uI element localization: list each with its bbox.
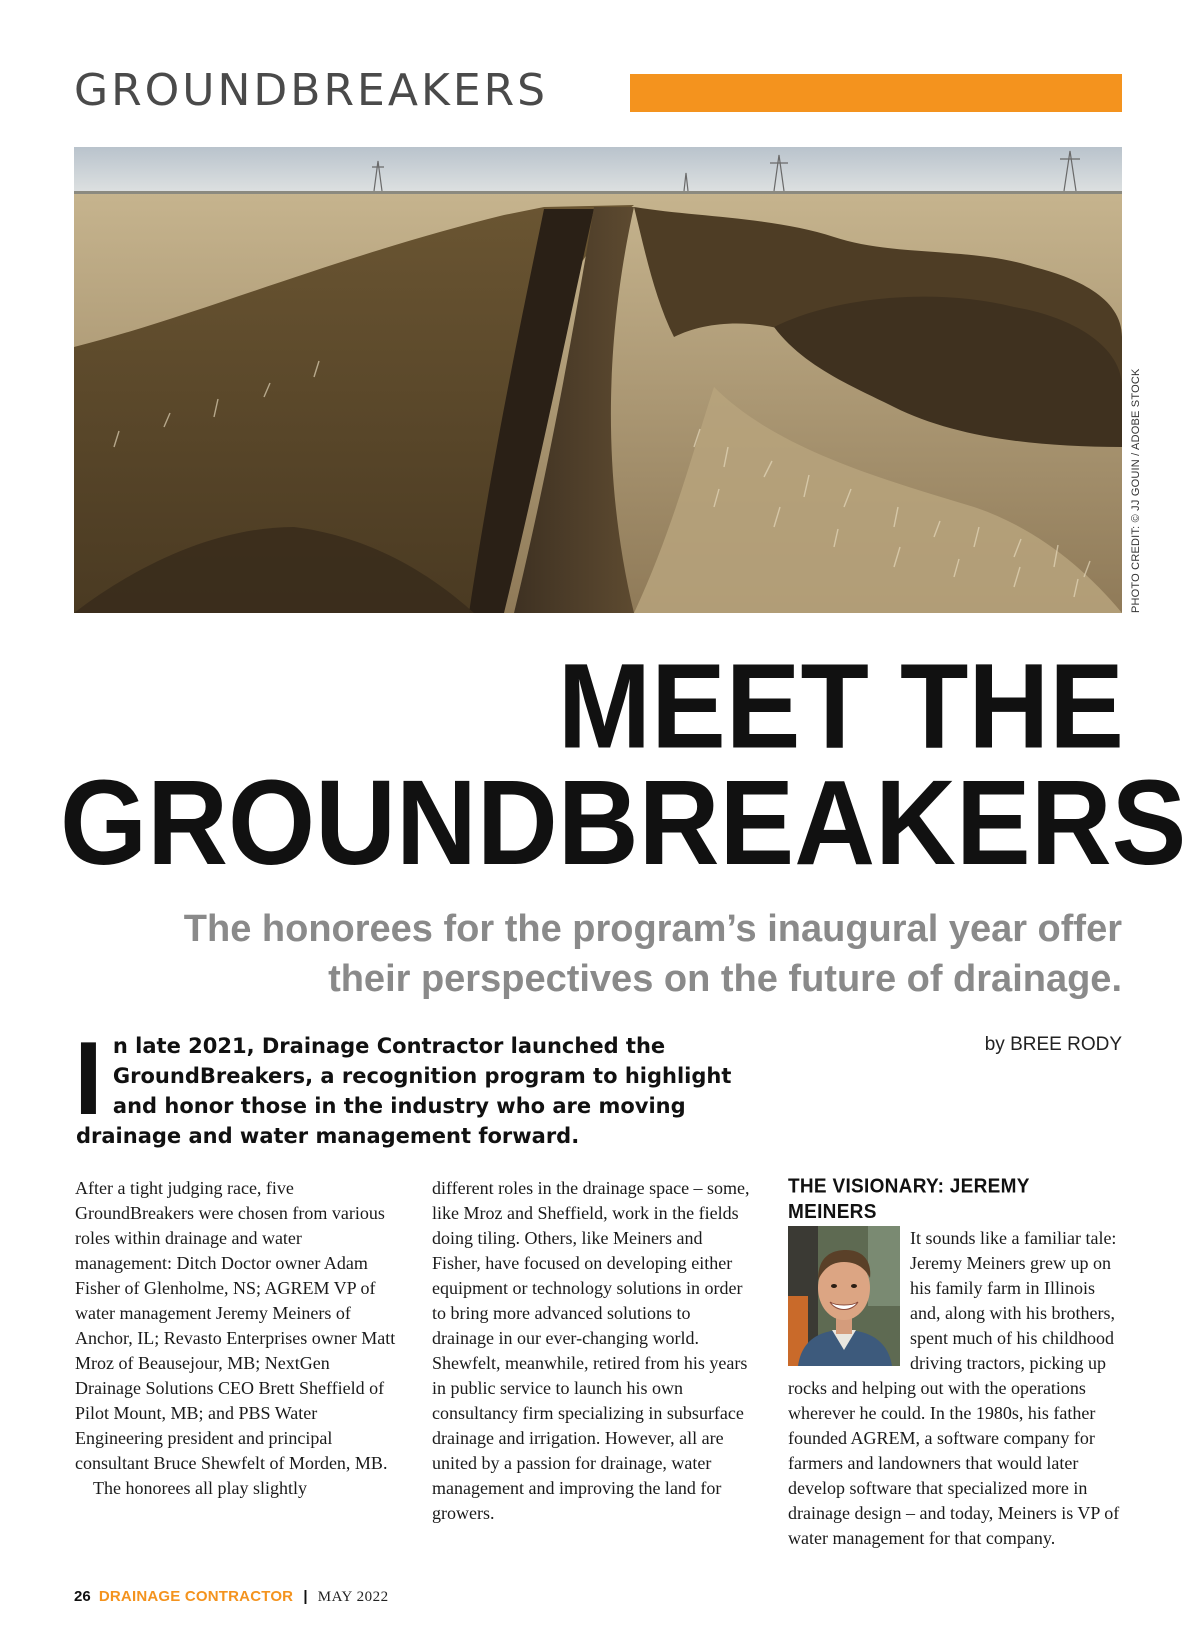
section-accent-bar bbox=[630, 74, 1122, 112]
footer bbox=[74, 1588, 389, 1606]
sidebar-column bbox=[788, 1176, 1122, 1551]
section-label: GROUNDBREAKERS bbox=[74, 65, 549, 116]
drop-cap: I bbox=[74, 1021, 103, 1137]
headline bbox=[60, 638, 1187, 890]
page-number: 26 bbox=[74, 1588, 91, 1605]
body-column-1 bbox=[75, 1176, 397, 1501]
section-header bbox=[74, 66, 1122, 116]
byline: by BREE RODY bbox=[984, 1034, 1122, 1055]
footer-separator: | bbox=[303, 1588, 308, 1605]
body-paragraph: After a tight judging race, five GroundBreakers were chosen from various roles within drainage and water management: Ditch Doctor owner Adam Fisher of Glenholme, NS; AGREM VP of water management Jeremy Meiners of Anchor, IL; Revasto Enterprises owner Matt Mroz of Beausejour, MB; NextGen Drainage Solutions CEO Brett Sheffield of Pilot Mount, MB; and PBS Water Engineering president and principal consultant Bruce Shewfelt of Morden, MB. bbox=[75, 1178, 396, 1473]
deck bbox=[120, 904, 1122, 1004]
trench-field-photo-icon bbox=[74, 147, 1122, 613]
sidebar-title: THE VISIONARY: JEREMY MEINERS bbox=[788, 1175, 1030, 1224]
issue-date: MAY 2022 bbox=[317, 1589, 389, 1605]
deck-line-2: their perspectives on the future of drainage. bbox=[328, 958, 1122, 1000]
deck-line-1: The honorees for the program’s inaugural year offer bbox=[183, 908, 1122, 950]
body-paragraph: different roles in the drainage space – some, like Mroz and Sheffield, work in the fields doing tiling. Others, like Meiners and Fisher, have focused on developing either equipment or technology solutions in order to bring more advanced solutions to drainage in our ever-changing world. Shewfelt, meanwhile, retired from his years in public service to launch his own consultancy firm specializing in subsurface drainage and irrigation. However, all are united by a passion for drainage, water management and improving the land for growers. bbox=[432, 1178, 750, 1523]
headline-line-2: GROUNDBREAKERS bbox=[60, 754, 1187, 890]
portrait-photo-icon bbox=[788, 1226, 900, 1366]
intro-paragraph bbox=[74, 1021, 736, 1151]
photo-credit: PHOTO CREDIT: © JJ GOUIN / ADOBE STOCK bbox=[1130, 368, 1142, 613]
headline-line-1: MEET THE bbox=[557, 638, 1124, 774]
magazine-name: DRAINAGE CONTRACTOR bbox=[98, 1588, 294, 1605]
hero-photo bbox=[74, 147, 1122, 613]
portrait-photo bbox=[788, 1226, 900, 1366]
body-paragraph: The honorees all play slightly bbox=[93, 1478, 307, 1498]
sidebar-text: It sounds like a familiar tale: Jeremy Meiners grew up on his family farm in Illinois and, along with his brothers, spent much of his childhood driving tractors, picking up rocks and helping out with the operations wherever he could. In the 1980s, his father founded AGREM, a software company for farmers and landowners that would later develop software that specialized more in drainage design – and today, Meiners is VP of water management for that company. bbox=[788, 1228, 1120, 1548]
body-column-2 bbox=[432, 1176, 754, 1526]
intro-text: n late 2021, Drainage Contractor launched the GroundBreakers, a recognition program to highlight and honor those in the industry who are moving drainage and water management forward. bbox=[76, 1034, 732, 1148]
